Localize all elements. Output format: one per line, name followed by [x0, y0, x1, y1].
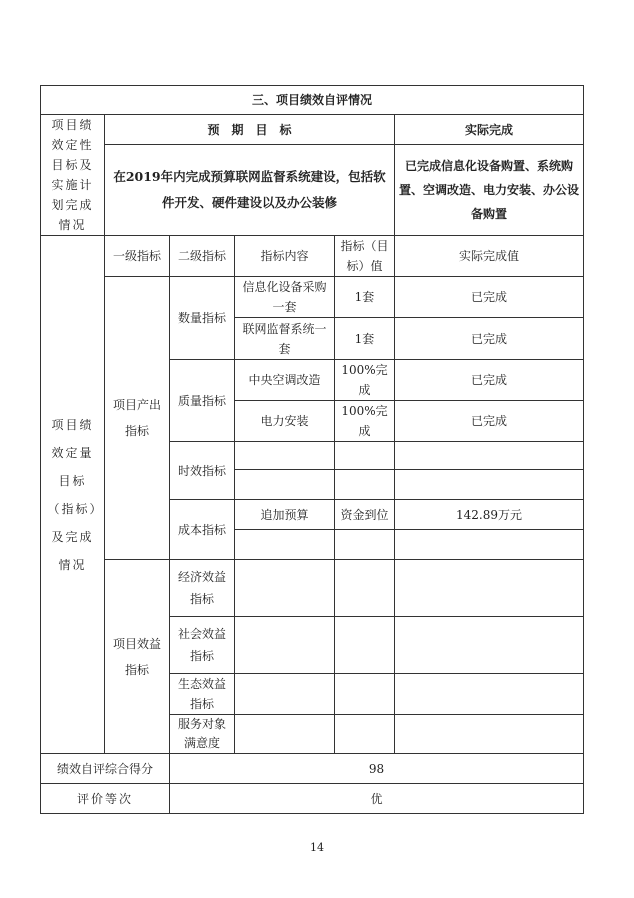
cost-actual-2 [395, 530, 584, 560]
header-content: 指标内容 [235, 236, 335, 277]
time-content-2 [235, 470, 335, 500]
economic-target [335, 560, 395, 617]
quantitative-goal-label: 项目绩效定量目标（指标）及完成情况 [41, 236, 105, 754]
eco-content [235, 674, 335, 715]
expected-goal-text: 在2019年内完成预算联网监督系统建设，包括软件开发、硬件建设以及办公装修 [105, 145, 395, 236]
grade-value: 优 [170, 784, 584, 814]
expected-goal-header: 预 期 目 标 [105, 115, 395, 145]
time-target-2 [335, 470, 395, 500]
quality-content-1: 中央空调改造 [235, 360, 335, 401]
cost-indicator-label: 成本指标 [170, 500, 235, 560]
quantity-indicator-label: 数量指标 [170, 277, 235, 360]
satisfaction-actual [395, 715, 584, 754]
social-actual [395, 617, 584, 674]
eco-benefit-label: 生态效益指标 [170, 674, 235, 715]
cost-target-2 [335, 530, 395, 560]
cost-actual-1: 142.89万元 [395, 500, 584, 530]
actual-completion-text: 已完成信息化设备购置、系统购置、空调改造、电力安装、办公设备购置 [395, 145, 584, 236]
score-value: 98 [170, 754, 584, 784]
header-level1: 一级指标 [105, 236, 170, 277]
cost-target-1: 资金到位 [335, 500, 395, 530]
economic-benefit-label: 经济效益指标 [170, 560, 235, 617]
satisfaction-content [235, 715, 335, 754]
quality-indicator-label: 质量指标 [170, 360, 235, 442]
time-content-1 [235, 442, 335, 470]
cost-content-2 [235, 530, 335, 560]
header-target: 指标（目标）值 [335, 236, 395, 277]
social-target [335, 617, 395, 674]
social-benefit-label: 社会效益指标 [170, 617, 235, 674]
qualitative-goal-label: 项目绩效定性目标及实施计划完成情况 [41, 115, 105, 236]
quantity-target-1: 1套 [335, 277, 395, 318]
section-title: 三、项目绩效自评情况 [41, 86, 584, 115]
economic-content [235, 560, 335, 617]
satisfaction-target [335, 715, 395, 754]
actual-completion-header: 实际完成 [395, 115, 584, 145]
eco-actual [395, 674, 584, 715]
quantity-actual-2: 已完成 [395, 318, 584, 360]
output-indicator-label: 项目产出指标 [105, 277, 170, 560]
time-actual-1 [395, 442, 584, 470]
eco-target [335, 674, 395, 715]
benefit-indicator-label: 项目效益指标 [105, 560, 170, 754]
quantity-actual-1: 已完成 [395, 277, 584, 318]
economic-actual [395, 560, 584, 617]
quality-actual-2: 已完成 [395, 401, 584, 442]
quality-content-2: 电力安装 [235, 401, 335, 442]
quality-actual-1: 已完成 [395, 360, 584, 401]
time-actual-2 [395, 470, 584, 500]
quantity-content-1: 信息化设备采购一套 [235, 277, 335, 318]
satisfaction-label: 服务对象满意度 [170, 715, 235, 754]
time-target-1 [335, 442, 395, 470]
grade-label: 评价等次 [41, 784, 170, 814]
header-level2: 二级指标 [170, 236, 235, 277]
time-indicator-label: 时效指标 [170, 442, 235, 500]
quality-target-1: 100%完成 [335, 360, 395, 401]
performance-evaluation-table [40, 85, 584, 814]
header-actual: 实际完成值 [395, 236, 584, 277]
quality-target-2: 100%完成 [335, 401, 395, 442]
social-content [235, 617, 335, 674]
cost-content-1: 追加预算 [235, 500, 335, 530]
score-label: 绩效自评综合得分 [41, 754, 170, 784]
quantity-content-2: 联网监督系统一套 [235, 318, 335, 360]
page-number: 14 [310, 841, 324, 854]
quantity-target-2: 1套 [335, 318, 395, 360]
